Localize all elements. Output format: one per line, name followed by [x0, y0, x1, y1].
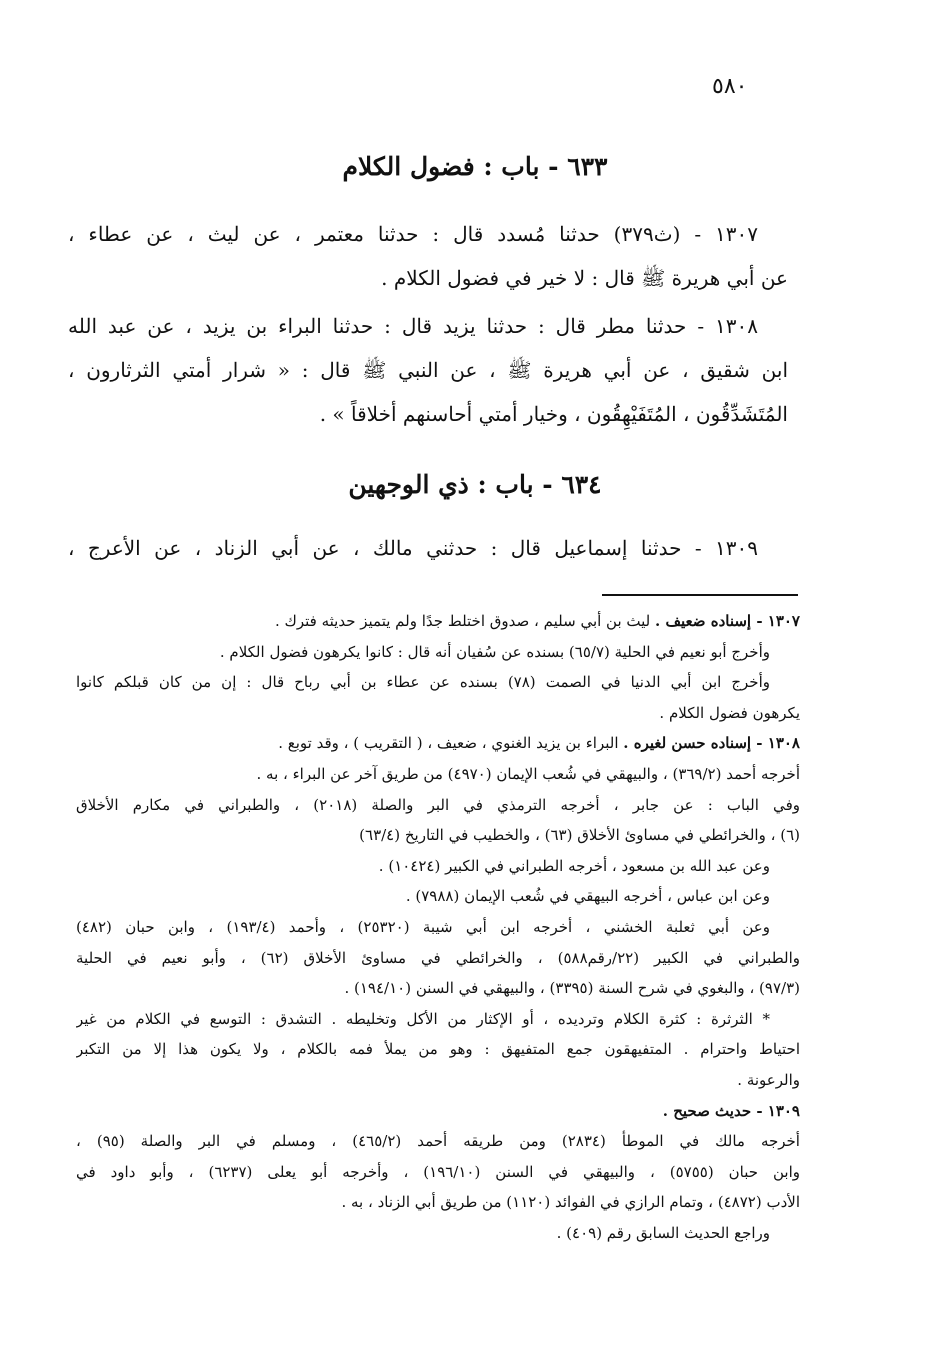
- footnote-1307-line-4: يكرهون فضول الكلام .: [659, 703, 800, 722]
- footnote-1309-label-line: [76, 1096, 800, 1127]
- hadith-1309: [68, 526, 788, 570]
- footnote-1308-line-9: (٩٧/٣) ، والبغوي في شرح السنة (٣٣٩٥) ، والبيهقي في السنن (١٩٤/١٠) .: [344, 979, 800, 998]
- page-number: ٥٨٠: [712, 74, 748, 99]
- hadith-1308-line-2: ابن شقيق ، عن أبي هريرة ﷺ ، عن النبي ﷺ قال : « شرار أمتي الثرثارون ،: [68, 358, 788, 382]
- footnote-1307-line-2: وأخرج أبو نعيم في الحلية (٦٥/٧) بسنده عن سُفيان أنه قال : كانوا يكرهون فضول الكلام .: [219, 642, 770, 661]
- gloss-line-2: احتياط واحترام . المتفيهقون جمع المتفيهق : وهو من يملأ فمه بالكلام ، ولا يكون هذا إلا من التكبر: [76, 1040, 800, 1059]
- footnote-1309-line-1: أخرجه مالك في الموطأ (٢٨٣٤) ومن طريقه أحمد (٤٦٥/٢) ، ومسلم في البر والصلة (٩٥) ،: [76, 1132, 800, 1151]
- gloss-line-1: * الثرثرة : كثرة الكلام وترديده ، أو الإكثار من الأكل وتخليطه . التشدق : التوسع في الكلام من غير: [76, 1009, 770, 1028]
- footnote-1308-line-3: وفي الباب : عن جابر ، أخرجه الترمذي في البر والصلة (٢٠١٨) ، والطبراني في مكارم الأخلاق: [76, 795, 800, 814]
- footnote-1308-line-4: (٦) ، والخرائطي في مساوئ الأخلاق (٦٣) ، والخطيب في التاريخ (٦٣/٤): [359, 826, 800, 845]
- footnote-text: ليث بن أبي سليم ، صدوق اختلط جدًا ولم يتميز حديثه فترك .: [274, 612, 651, 630]
- hadith-1308-line-3: المُتَشَدِّقُون ، المُتَفَيْهِقُون ، وخيار أمتي أحاسنهم أخلاقاً » .: [319, 402, 788, 426]
- footnote-1307-label: ١٣٠٧ - إسناده ضعيف .: [655, 612, 800, 630]
- hadith-1309-line-1: ١٣٠٩ - حدثنا إسماعيل قال : حدثني مالك ، عن أبي الزناد ، عن الأعرج ،: [68, 536, 758, 560]
- footnotes: [76, 606, 800, 1248]
- footnote-1307-line-3: وأخرج ابن أبي الدنيا في الصمت (٧٨) بسنده عن عطاء بن أبي رباح قال : إن من كان قبلكم كانوا: [76, 673, 770, 692]
- footnote-1308-line-8: والطبراني في الكبير (٢٢/رقم٥٨٨) ، والخرائطي في مساوئ الأخلاق (٦٢) ، وأبو نعيم في الحلية: [76, 948, 800, 967]
- footnote-1308-line-2: أخرجه أحمد (٣٦٩/٢) ، والبيهقي في شُعب الإيمان (٤٩٧٠) من طريق آخر عن البراء ، به .: [256, 764, 800, 783]
- gloss-line-3: والرعونة .: [737, 1070, 800, 1089]
- footnote-1308-line-6: وعن ابن عباس ، أخرجه البيهقي في شُعب الإيمان (٧٩٨٨) .: [405, 887, 770, 906]
- hadith-1307-line-2: عن أبي هريرة ﷺ قال : لا خير في فضول الكلام .: [381, 266, 788, 290]
- footnote-separator: [602, 594, 798, 596]
- footnote-1309-line-4: وراجع الحديث السابق رقم (٤٠٩) .: [556, 1223, 770, 1242]
- hadith-1308: [68, 304, 788, 436]
- chapter-634-heading: ٦٣٤ - باب : ذي الوجهين: [348, 470, 602, 499]
- footnote-1309-label: ١٣٠٩ - حديث صحيح .: [662, 1101, 800, 1120]
- hadith-1307-line-1: ١٣٠٧ - (ث٣٧٩) حدثنا مُسدد قال : حدثنا معتمر ، عن ليث ، عن عطاء ،: [68, 222, 759, 246]
- footnote-1308-line-5: وعن عبد الله بن مسعود ، أخرجه الطبراني في الكبير (١٠٤٢٤) .: [378, 856, 770, 875]
- footnote-1309-line-2: وابن حبان (٥٧٥٥) ، والبيهقي في السنن (١٩٦/١٠) ، وأخرجه أبو يعلى (٦٢٣٧) ، وأبو داود في: [76, 1162, 800, 1181]
- footnote-1308-label: ١٣٠٨ - إسناده حسن لغيره .: [623, 734, 800, 753]
- hadith-1307: [68, 212, 788, 300]
- footnote-1307-line-1: [76, 606, 800, 637]
- hadith-1308-line-1: ١٣٠٨ - حدثنا مطر قال : حدثنا يزيد قال : حدثنا البراء بن يزيد ، عن عبد الله: [68, 314, 758, 338]
- footnote-text: البراء بن يزيد الغنوي ، ضعيف ، ( التقريب ) ، وقد توبع .: [278, 734, 619, 753]
- chapter-633-heading: ٦٣٣ - باب : فضول الكلام: [342, 152, 608, 181]
- footnote-1308-line-1: [76, 728, 800, 759]
- footnote-1308-line-7: وعن أبي ثعلبة الخشني ، أخرجه ابن أبي شيبة (٢٥٣٢٠) ، وأحمد (١٩٣/٤) ، وابن حبان (٤٨٢): [76, 917, 770, 936]
- footnote-1309-line-3: الأدب (٤٨٧٢) ، وتمام الرازي في الفوائد (١١٢٠) من طريق أبي الزناد ، به .: [341, 1193, 800, 1212]
